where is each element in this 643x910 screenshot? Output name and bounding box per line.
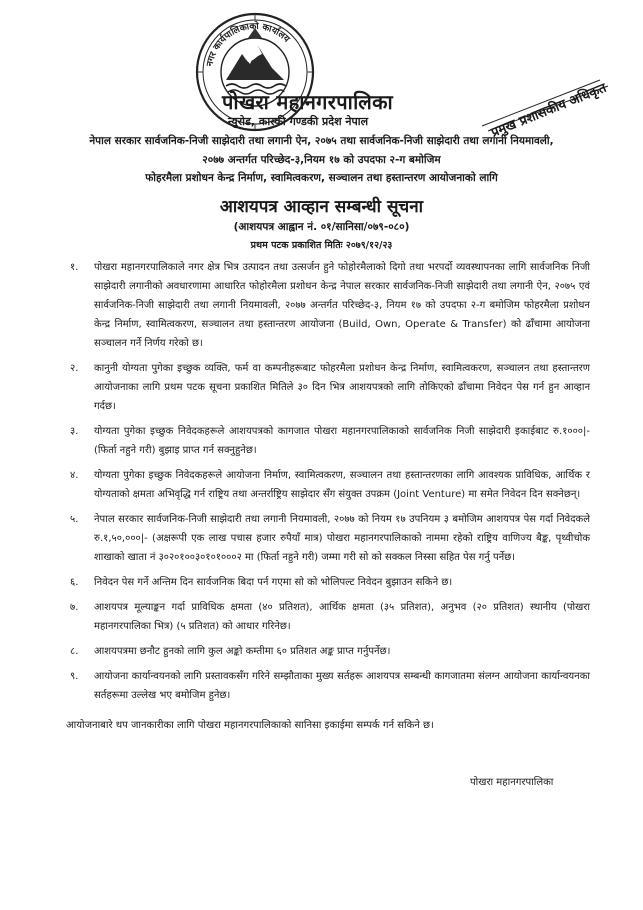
item-text: आशयपत्र मूल्याङ्कन गर्दा प्राविधिक क्षमता (४० प्रतिशत), आर्थिक क्षमता (३५ प्रतिशत), अनुभव (२० प्रतिशत) स्थानीय (पोखरा महानगरपालिका भित्र) (५ प्रतिशत) को आधार गरिनेछ। xyxy=(94,602,590,632)
item-text: योग्यता पुगेका इच्छुक निवेदकहरूले आशयपत्रको कागजात पोखरा महानगरपालिकाको सार्वजनिक निजी साझेदारी इकाईबाट रु.१०००|- (फिर्ता नहुने गरी) बुझाइ प्राप्त गर्न सक्नुहुनेछ। xyxy=(94,426,590,456)
list-item xyxy=(70,258,590,353)
item-number: २. xyxy=(70,363,79,374)
list-item xyxy=(70,359,590,416)
item-number: ९. xyxy=(70,671,79,682)
item-number: ४. xyxy=(70,470,79,481)
intro-line-1: नेपाल सरकार सार्वजनिक-निजी साझेदारी तथा लगानी ऐन, २०७५ तथा सार्वजनिक-निजी साझेदारी तथा लगानी नियमावली, xyxy=(89,135,554,147)
list-item xyxy=(70,573,590,592)
list-item xyxy=(70,510,590,567)
item-text: आयोजना कार्यान्वयनको लागि प्रस्तावकसँग गरिने सम्झौताका मुख्य सर्तहरू आशयपत्र सम्बन्धी कागजातमा संलग्न आयोजना कार्यान्वयनका सर्तहरूमा उल्लेख भए बमोजिम हुनेछ। xyxy=(94,671,590,701)
notice-items-list xyxy=(70,258,590,711)
office-address: न्युरोड, कास्की गण्डकी प्रदेश नेपाल xyxy=(228,115,369,128)
list-item xyxy=(70,667,590,705)
list-item xyxy=(70,598,590,636)
emblem-ring-textpath: नगर कार्यपालिकाको कार्यालय xyxy=(205,21,292,68)
item-text: पोखरा महानगरपालिकाले नगर क्षेत्र भित्र उत्पादन तथा उत्सर्जन हुने फोहोरमैलाको दिगो तथा भरपर्दो व्यवस्थापनका लागि सार्वजनिक निजी साझेदारी लगानीको अवधारणामा आधारित फोहोरमैला प्रशोधन केन्द्र नेपाल सरकार सार्वजनिक-निजी साझेदारी तथा लगानी ऐन, २०७५ एवं सार्वजनिक-निजी साझेदारी तथा लगानी नियमावली, २०७७ अन्तर्गत परिच्छेद-३, नियम १७ को उपदफा २-ग बमोजिम फोहरमैला प्रशोधन केन्द्र निर्माण, स्वामित्वकरण, सञ्चालन तथा हस्तान्तरण आयोजना (Build, Own, Operate & Transfer) को ढाँचामा आयोजना सञ्चालन गर्ने निर्णय गरेको छ। xyxy=(94,262,590,349)
officer-stamp-text: प्रमुख प्रशासकीय अधिकृत xyxy=(489,80,609,141)
signoff: पोखरा महानगरपालिका xyxy=(470,777,554,788)
closing-note: आयोजनाबारे थप जानकारीका लागि पोखरा महानगरपालिकाको सानिसा इकाईमा सम्पर्क गर्न सकिने छ। xyxy=(66,720,434,731)
item-text: आशयपत्रमा छनौट हुनको लागि कुल अङ्को कम्तीमा ६० प्रतिशत अङ्क प्राप्त गर्नुपर्नेछ। xyxy=(94,646,391,657)
list-item xyxy=(70,422,590,460)
item-text: कानुनी योग्यता पुगेका इच्छुक व्यक्ति, फर्म वा कम्पनीहरूबाट फोहरमैला प्रशोधन केन्द्र निर्माण, स्वामित्वकरण, सञ्चालन तथा हस्तान्तरण आयोजनाका लागि प्रथम पटक सूचना प्रकाशित मितिले ३० दिन भित्र आशयपत्रको लागि तोकिएको ढाँचामा निवेदन पेस गर्न हुन आव्हान गर्दछ। xyxy=(94,363,590,412)
item-number: १. xyxy=(70,262,79,273)
intro-line-2: २०७७ अन्तर्गत परिच्छेद-३,नियम १७ को उपदफा २-ग बमोजिम xyxy=(202,154,441,166)
notice-title: आशयपत्र आव्हान सम्बन्धी सूचना xyxy=(219,197,424,217)
intro-line-3: फोहरमैला प्रशोधन केन्द्र निर्माण, स्वामित्वकरण, सञ्चालन तथा हस्तान्तरण आयोजनाको लागि xyxy=(145,172,498,184)
item-number: ८. xyxy=(70,646,79,657)
notice-number: (आशयपत्र आह्वान नं. ०१/सानिसा/०७९-०८०) xyxy=(233,221,410,233)
list-item xyxy=(70,642,590,661)
item-text: योग्यता पुगेका इच्छुक निवेदकहरूले आयोजना निर्माण, स्वामित्वकरण, सञ्चालन तथा हस्तान्तरणका लागि आवश्यक प्राविधिक, आर्थिक र योग्यताको क्षमता अभिवृद्धि गर्न राष्ट्रिय तथा अन्तर्राष्ट्रिय साझेदार सँग संयुक्त उपक्रम (Joint Venture) मा समेत निवेदन दिन सक्नेछन्। xyxy=(94,470,590,500)
published-date: प्रथम पटक प्रकाशित मितिः २०७९/१२/२३ xyxy=(250,240,393,251)
item-text: निवेदन पेस गर्ने अन्तिम दिन सार्वजनिक बिदा पर्न गएमा सो को भोलिपल्ट निवेदन बुझाउन सकिने छ। xyxy=(94,577,453,588)
item-text: नेपाल सरकार सार्वजनिक-निजी साझेदारी तथा लगानी नियमावली, २०७७ को नियम १७ उपनियम ३ बमोजिम आशयपत्र पेस गर्दा निवेदकले रु.१,५०,०००|- (अक्षरूपी एक लाख पचास हजार रुपैयाँ मात्र) पोखरा महानगरपालिकाको नाममा रहेको राष्ट्रिय वाणिज्य बैङ्क, पृथ्वीचोक शाखाको खाता नं ३०२०१००३०१०१०००२ मा (फिर्ता नहुने गरी) जम्मा गरी सो को सक्कल निस्सा सहित पेस गर्नु पर्नेछ। xyxy=(94,514,590,563)
item-number: ३. xyxy=(70,426,79,437)
list-item xyxy=(70,466,590,504)
office-name: पोखरा महानगरपालिका xyxy=(222,90,393,114)
item-number: ५. xyxy=(70,514,79,525)
item-number: ७. xyxy=(70,602,79,613)
officer-stamp xyxy=(478,74,613,141)
item-number: ६. xyxy=(70,577,79,588)
